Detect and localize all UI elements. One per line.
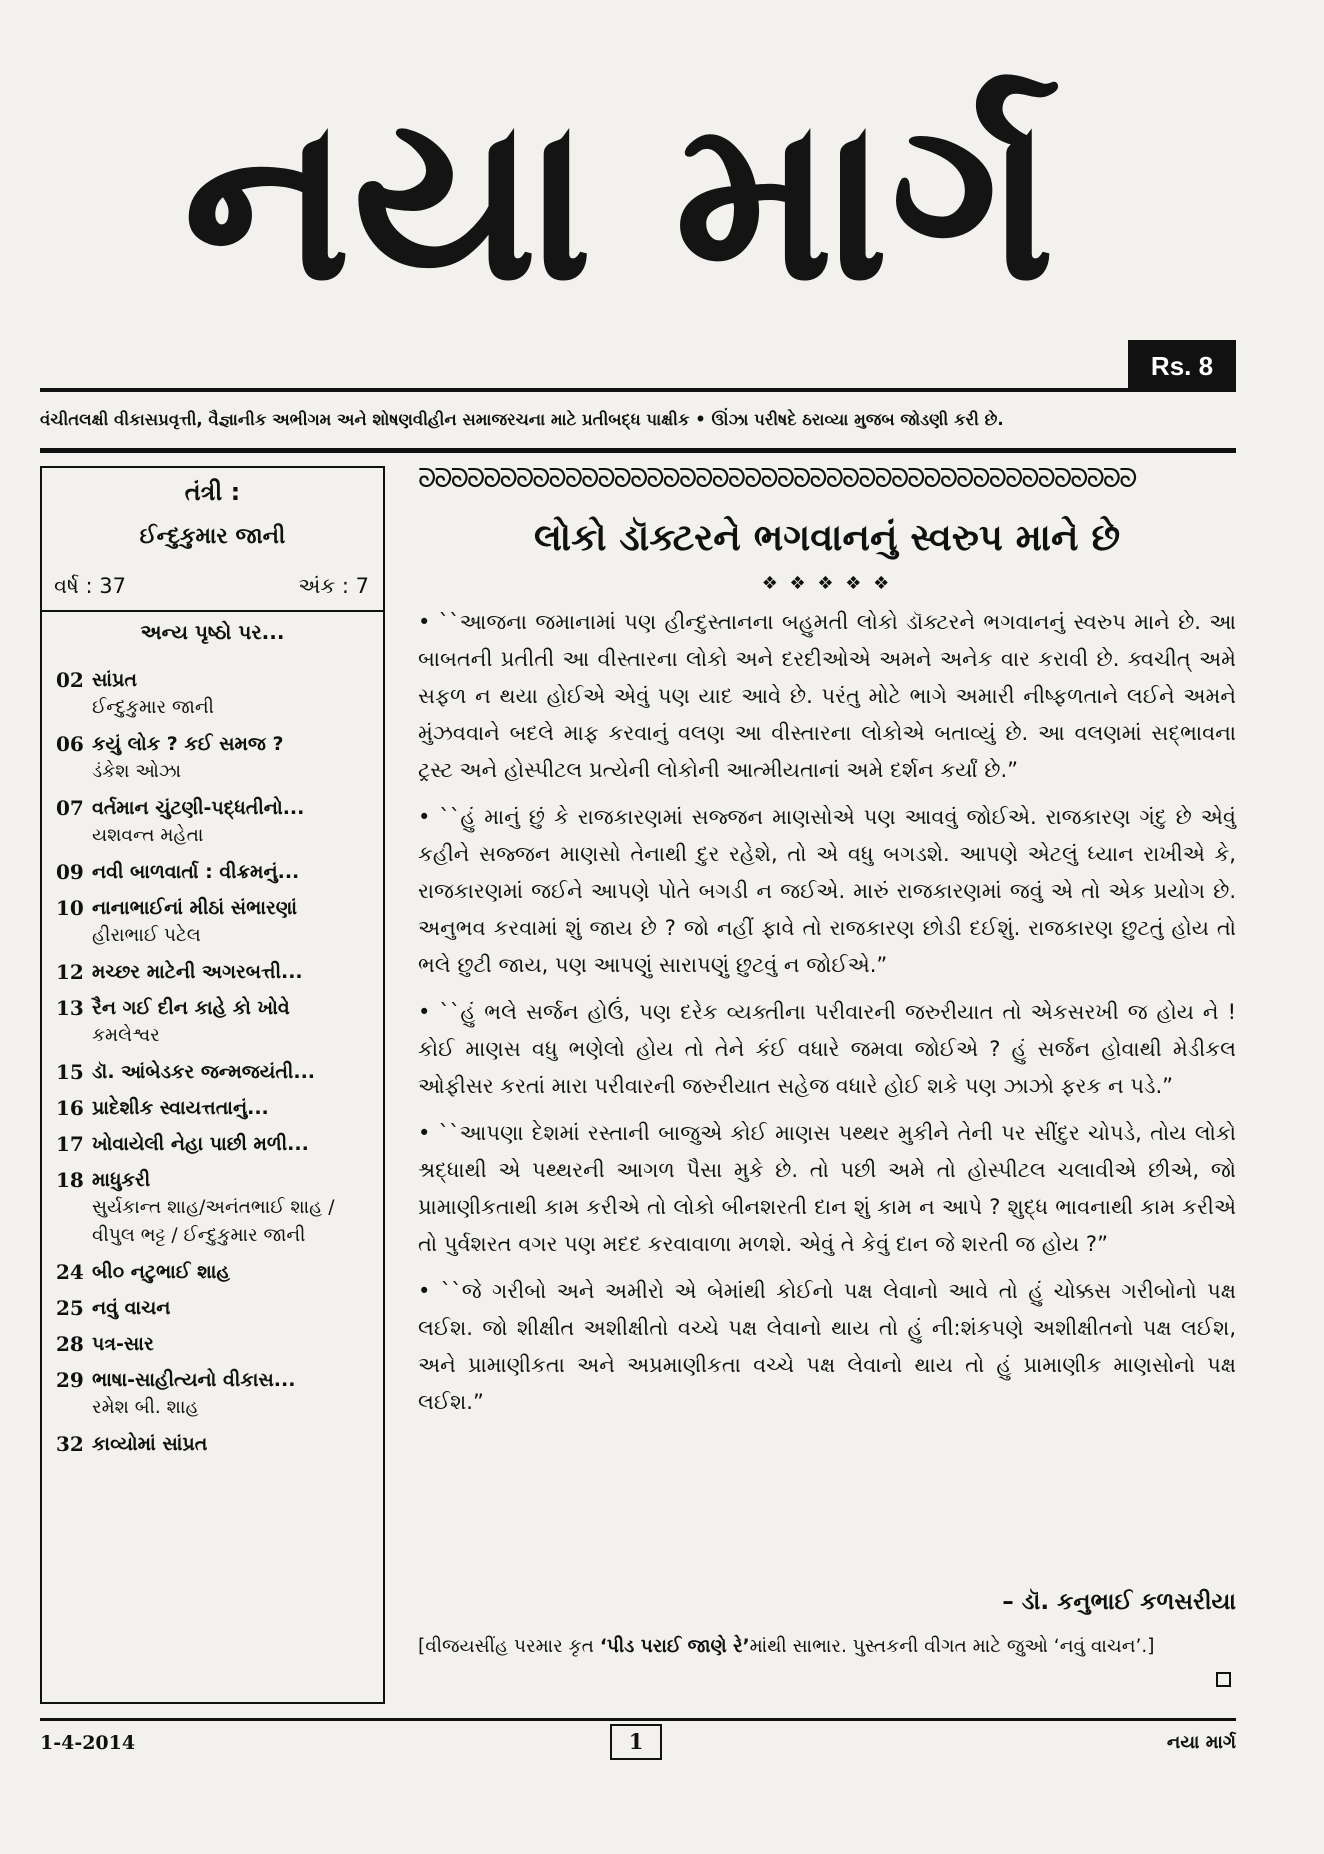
toc-item <box>56 1058 376 1086</box>
toc-page-number: 28 <box>56 1332 84 1356</box>
toc-title: ખોવાયેલી નેહા પાછી મળી... <box>92 1133 309 1155</box>
toc-page-number: 17 <box>56 1132 84 1156</box>
toc-title: રૈન ગઈ દીન કાહે કો ખોવે <box>92 997 290 1019</box>
editor-label: તંત્રી : <box>184 478 241 506</box>
toc-page-number: 13 <box>56 996 84 1020</box>
toc-page-number: 15 <box>56 1060 84 1084</box>
toc-item <box>56 1130 376 1158</box>
end-mark-icon <box>1216 1672 1231 1687</box>
toc-item <box>56 1094 376 1122</box>
article-paragraph: • ``જે ગરીબો અને અમીરો એ બેમાંથી કોઈનો પક્ષ લેવાનો આવે તો હું ચોક્કસ ગરીબોનો પક્ષ લઈશ. જો શીક્ષીત અશીક્ષીતો વચ્ચે પક્ષ લેવાનો થાય તો હું ની:શંકપણે અશીક્ષીતનો પક્ષ લઈશ, અને પ્રામાણીકતા અને અપ્રમાણીકતા વચ્ચે પક્ષ લેવાનો થાય તો હું પ્રામાણીક માણસોનો પક્ષ લઈશ.” <box>418 1279 1236 1414</box>
toc-title: નવી બાળવાર્તા : વીક્રમનું... <box>92 861 300 883</box>
toc-page-number: 06 <box>56 732 84 756</box>
toc-title: નાનાભાઈનાં મીઠાં સંભારણાં <box>92 897 298 919</box>
credit-prefix: [વીજયસીંહ પરમાર કૃત <box>418 1636 600 1657</box>
toc-item <box>56 730 376 786</box>
toc-author: હીરાભાઈ પટેલ <box>92 925 201 946</box>
footer-title: નયા માર્ગ <box>1166 1732 1236 1753</box>
toc-page-number: 16 <box>56 1096 84 1120</box>
toc-page-number: 29 <box>56 1368 84 1392</box>
article-credit <box>418 1632 1236 1662</box>
toc-page-number: 07 <box>56 796 84 820</box>
table-of-contents <box>56 666 376 1466</box>
toc-item <box>56 994 376 1050</box>
article-paragraph: • ``આપણા દેશમાં રસ્તાની બાજુએ કોઈ માણસ પથ્થર મુકીને તેની પર સીંદુર ચોપડે, તોય લોકો શ્રદ્ધાથી એ પથ્થરની આગળ પૈસા મુકે છે. તો પછી અમે તો હોસ્પીટલ ચલાવીએ છીએ, જો પ્રામાણીકતાથી કામ કરીએ તો લોકો બીનશરતી દાન શું કામ ન આપે ? શુદ્ધ ભાવનાથી કામ કરીએ તો પુર્વશરત વગર પણ મદદ કરવાવાળા મળશે. એવું તે કેવું દાન જે શરતી જ હોય ?” <box>418 1121 1236 1256</box>
editor-name: ઈન્દુકુમાર જાની <box>139 524 286 549</box>
issue-date: 1-4-2014 <box>40 1732 136 1754</box>
divider <box>42 610 383 612</box>
toc-item <box>56 666 376 722</box>
toc-title: મચ્છર માટેની અગરબત્તી... <box>92 961 303 983</box>
article-headline: લોકો ડૉક્ટરને ભગવાનનું સ્વરુપ માને છે <box>533 516 1121 559</box>
toc-author: રમેશ બી. શાહ <box>92 1397 199 1418</box>
credit-book-title: ‘પીડ પરાઈ જાણે રે’ <box>599 1636 750 1657</box>
article-signature: – ડૉ. કનુભાઈ કળસરીયા <box>1002 1589 1236 1615</box>
decorative-border: ᘐᘐᘐᘐᘐᘐᘐᘐᘐᘐᘐᘐᘐᘐᘐᘐᘐᘐᘐᘐᘐᘐᘐᘐᘐᘐᘐᘐᘐᘐᘐᘐᘐᘐᘐᘐᘐᘐᘐᘐᘐᘐᘐᘐ <box>418 464 1136 494</box>
toc-page-number: 09 <box>56 860 84 884</box>
toc-title: વર્તમાન ચુંટણી-પદ્ધતીનો... <box>92 797 305 819</box>
toc-author: યશવન્ત મહેતા <box>92 825 204 846</box>
toc-title: ભાષા-સાહીત્યનો વીકાસ... <box>92 1369 296 1391</box>
headline-ornament: ❖ ❖ ❖ ❖ ❖ <box>761 573 893 594</box>
toc-item <box>56 1258 376 1286</box>
toc-title: નવું વાચન <box>92 1297 171 1319</box>
toc-page-number: 02 <box>56 668 84 692</box>
toc-title: કાવ્યોમાં સાંપ્રત <box>92 1433 208 1455</box>
divider <box>40 1718 1236 1721</box>
toc-item <box>56 1294 376 1322</box>
page-number: 1 <box>610 1724 662 1760</box>
toc-author: ઈન્દુકુમાર જાની <box>92 697 214 718</box>
toc-item <box>56 894 376 950</box>
toc-author: ડંકેશ ઓઝા <box>92 761 182 782</box>
toc-item <box>56 1330 376 1358</box>
toc-item <box>56 958 376 986</box>
toc-item <box>56 1430 376 1458</box>
contents-sidebar <box>40 466 385 1704</box>
toc-item <box>56 794 376 850</box>
toc-title: ડૉ. આંબેડકર જન્મજયંતી... <box>92 1061 316 1083</box>
tagline: વંચીતલક્ષી વીકાસપ્રવૃત્તી, વૈજ્ઞાનીક અભીગમ અને શોષણવીહીન સમાજરચના માટે પ્રતીબદ્ધ પાક્ષીક • ઊંઝા પરીષદે ઠરાવ્યા મુજબ જોડણી કરી છે. <box>40 410 1004 429</box>
toc-page-number: 32 <box>56 1432 84 1456</box>
toc-item <box>56 1166 376 1250</box>
article-paragraph: • ``આજના જમાનામાં પણ હીન્દુસ્તાનના બહુમતી લોકો ડૉક્ટરને ભગવાનનું સ્વરુપ માને છે. આ બાબતની પ્રતીતી આ વીસ્તારના લોકો અને દરદીઓએ અમને અનેક વાર કરાવી છે. ક્વચીત્ અમે સફળ ન થયા હોઈએ એવું પણ યાદ આવે છે. પરંતુ મોટે ભાગે અમારી નીષ્ફળતાને લઈને અમને મુંઝવવાને બદલે માફ કરવાનું વલણ આ વીસ્તારના લોકોએ બતાવ્યું છે. આ વલણમાં સદ્ભાવના ટ્રસ્ટ અને હોસ્પીટલ પ્રત્યેની લોકોની આત્મીયતાનાં અમે દર્શન કર્યાં છે.” <box>418 610 1236 782</box>
toc-title: કયું લોક ? કઈ સમજ ? <box>92 733 284 755</box>
issue-number: અંક : 7 <box>298 574 369 598</box>
toc-page-number: 10 <box>56 896 84 920</box>
article-body <box>418 604 1236 1431</box>
toc-item <box>56 858 376 886</box>
masthead-title: નયા માર્ગ <box>183 68 1057 331</box>
divider <box>40 448 1236 453</box>
toc-title: પ્રાદેશીક સ્વાયત્તતાનું... <box>92 1097 269 1119</box>
article-paragraph: • ``હું ભલે સર્જન હોઉં, પણ દરેક વ્યક્તીના પરીવારની જરુરીયાત તો એકસરખી જ હોય ને ! કોઈ માણસ વધુ ભણેલો હોય તો તેને કંઈ વધારે જમવા જોઈએ ? હું સર્જન હોવાથી મેડીકલ ઓફીસર કરતાં મારા પરીવારની જરુરીયાત સહેજ વધારે હોઈ શકે પણ ઝાઝો ફરક ન પડે.” <box>418 1000 1236 1098</box>
toc-title: સાંપ્રત <box>92 669 137 691</box>
divider <box>40 388 1236 392</box>
toc-page-number: 24 <box>56 1260 84 1284</box>
article-paragraph: • ``હું માનું છું કે રાજકારણમાં સજ્જન માણસોએ પણ આવવું જોઈએ. રાજકારણ ગંદુ છે એવું કહીને સજ્જન માણસો તેનાથી દુર રહેશે, તો એ વધુ બગડશે. આપણે એટલું ધ્યાન રાખીએ કે, રાજકારણમાં જઈને આપણે પોતે બગડી ન જઈએ. મારું રાજકારણમાં જવું એ તો એક પ્રયોગ છે. અનુભવ કરવામાં શું જાય છે ? જો નહીં ફાવે તો રાજકારણ છોડી દઈશું. રાજકારણ છુટતું હોય તો ભલે છુટી જાય, પણ આપણું સારાપણું છુટવું ન જોઈએ.” <box>418 805 1236 977</box>
toc-item <box>56 1366 376 1422</box>
toc-title: માધુકરી <box>92 1169 151 1191</box>
toc-title: પત્ર-સાર <box>92 1333 154 1355</box>
toc-author: સુર્યકાન્ત શાહ/અનંતભાઈ શાહ / વીપુલ ભટ્ટ / ઈન્દુકુમાર જાની <box>92 1197 335 1246</box>
toc-page-number: 25 <box>56 1296 84 1320</box>
toc-author: કમલેશ્વર <box>92 1025 160 1046</box>
volume-year: વર્ષ : 37 <box>54 574 126 598</box>
toc-page-number: 12 <box>56 960 84 984</box>
other-pages-heading: અન્ય પૃષ્ઠો પર... <box>140 620 285 644</box>
toc-title: બી૦ નટુભાઈ શાહ <box>92 1261 230 1283</box>
toc-page-number: 18 <box>56 1168 84 1192</box>
credit-suffix: માંથી સાભાર. પુસ્તકની વીગત માટે જુઓ ‘નવું વાચન’.] <box>749 1636 1155 1657</box>
price-badge: Rs. 8 <box>1128 340 1236 392</box>
